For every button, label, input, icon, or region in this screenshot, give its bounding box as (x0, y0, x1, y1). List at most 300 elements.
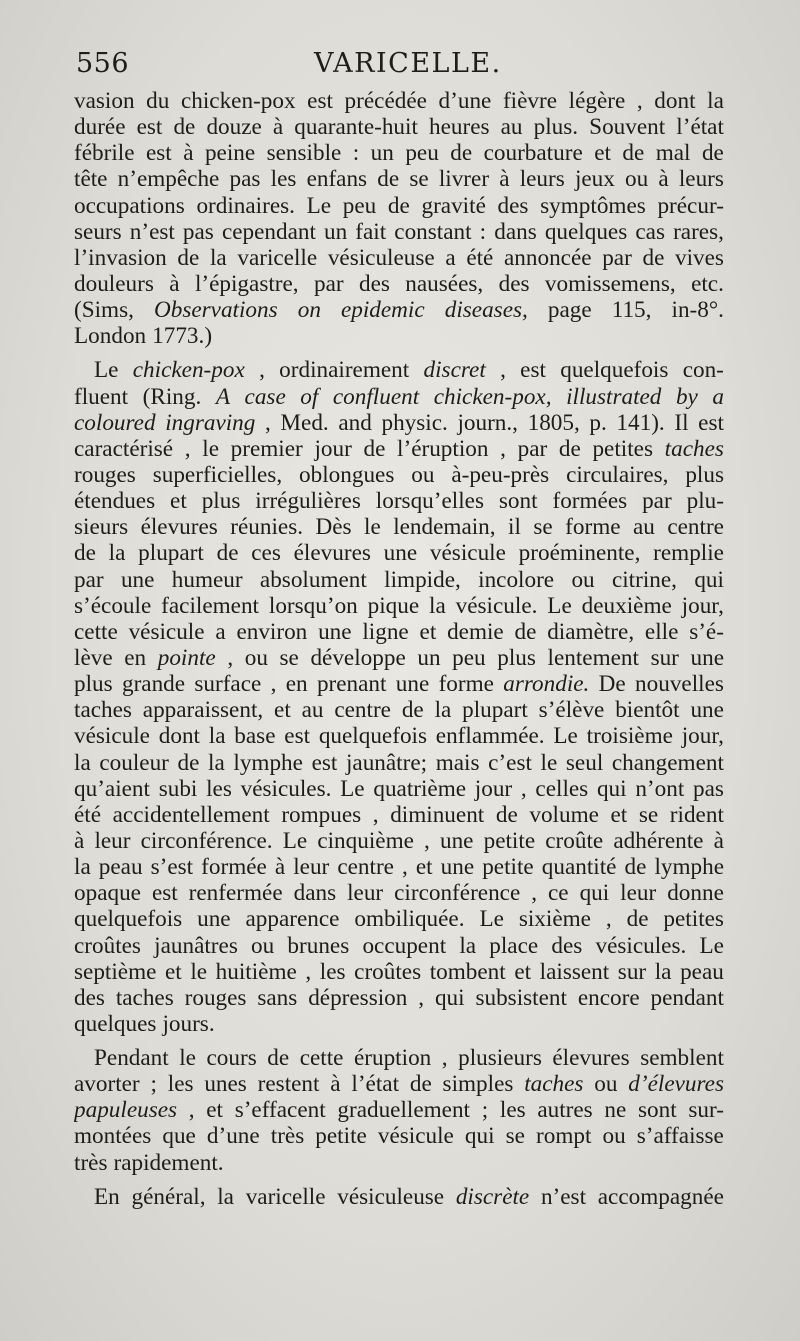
word: petites (592, 435, 653, 462)
word: n’est (129, 218, 175, 245)
word: 1773.) (152, 323, 213, 350)
word: and (338, 409, 372, 436)
word: pointe (157, 644, 216, 671)
word: qui (579, 880, 610, 907)
word: lorsqu’on (268, 592, 358, 619)
word: volume (529, 801, 599, 828)
word: l’état (351, 1071, 400, 1098)
word: ne (604, 1097, 627, 1124)
word: taches (74, 697, 132, 724)
word: une (383, 540, 418, 567)
word: demie (447, 618, 504, 645)
word: quelques (74, 1010, 157, 1037)
word: citrine, (611, 566, 677, 593)
word: ou (602, 1123, 626, 1150)
word: peu (405, 140, 439, 167)
word: petite (482, 854, 534, 881)
word: très (74, 1149, 108, 1176)
word: quelques (544, 218, 628, 245)
word: plusieurs (458, 1045, 542, 1072)
word: De (598, 671, 626, 698)
word: journ., (457, 409, 518, 436)
word: s’effacent (234, 1097, 326, 1124)
word: circonférence (394, 880, 521, 907)
text-line (74, 384, 724, 410)
text-line (74, 1071, 724, 1097)
word: l’invasion (74, 244, 167, 271)
word: , (372, 801, 379, 828)
word: ou (594, 1071, 618, 1098)
word: En (94, 1183, 120, 1210)
word: rompues (281, 801, 362, 828)
word: , (259, 357, 265, 384)
word: confluent (332, 383, 420, 410)
word: les (206, 775, 232, 802)
word: étendues (74, 488, 156, 515)
word: de (173, 114, 196, 141)
word: par (74, 566, 104, 593)
text-line (74, 1045, 724, 1071)
word: se (505, 1123, 525, 1150)
word: leur (347, 880, 384, 907)
text-line (74, 959, 724, 985)
word: cette (74, 618, 118, 645)
word: humeur (171, 566, 243, 593)
word: , (424, 827, 430, 854)
word: Med. (280, 409, 329, 436)
text-line (74, 297, 724, 323)
word: à (658, 166, 669, 193)
text-line (74, 271, 724, 297)
word: chicken-pox (132, 357, 245, 384)
word: accidentellement (112, 801, 270, 828)
word: et (206, 1097, 223, 1124)
text-line (74, 436, 724, 462)
word: ce (548, 880, 569, 907)
text-line (74, 619, 724, 645)
word: s’écoule (74, 592, 152, 619)
word: 1805, (527, 409, 580, 436)
word: les (319, 958, 346, 985)
word: enflammée. (435, 723, 545, 750)
word: général, (131, 1183, 206, 1210)
paragraph-gap (74, 1037, 724, 1045)
word: et (165, 958, 182, 985)
word: Souvent (589, 114, 666, 141)
word: plupart (138, 540, 204, 567)
word: des (498, 270, 530, 297)
word: , (605, 906, 612, 933)
word: physic. (381, 409, 448, 436)
word: Le (479, 906, 504, 933)
word: de (701, 140, 724, 167)
word: Le (282, 827, 308, 854)
word: vésicule (429, 540, 506, 567)
word: en (285, 671, 308, 698)
word: qui (694, 566, 724, 593)
text-line (74, 828, 724, 854)
word: s’est (150, 854, 194, 881)
word: à (183, 140, 194, 167)
word: vasion (74, 88, 135, 114)
word: quantité (541, 854, 617, 881)
word: qui (596, 775, 627, 802)
word: nouvelles (635, 671, 724, 698)
word: vésicule. (455, 592, 538, 619)
word: limpide, (384, 566, 461, 593)
word: croûte (545, 827, 604, 854)
word: celles (535, 775, 589, 802)
word: ou (411, 461, 435, 488)
word: vomissemens, (544, 270, 676, 297)
word: rident (669, 801, 724, 828)
word: deuxième (581, 592, 672, 619)
word: sans (257, 984, 298, 1011)
word: leurs (678, 166, 724, 193)
word: nausées, (405, 270, 484, 297)
word: ordinairement (279, 357, 410, 384)
word: le (540, 749, 558, 776)
text-line (74, 1123, 724, 1149)
word: qu’aient (74, 775, 150, 802)
word: prenant (316, 671, 387, 698)
text-line (74, 645, 724, 671)
text-line (74, 88, 724, 114)
word: s’affaisse (636, 1123, 724, 1150)
word: fluent (74, 383, 129, 410)
word: sieurs (74, 514, 129, 541)
word: d’élevures (628, 1071, 724, 1098)
word: des (358, 270, 390, 297)
word: centre (337, 854, 394, 881)
text-line (74, 245, 724, 271)
word: A (215, 383, 230, 410)
word: lymphe (654, 854, 724, 881)
word: le (179, 1045, 196, 1072)
word: rares, (673, 218, 724, 245)
text-line (74, 140, 724, 166)
word: forme (565, 514, 621, 541)
word: 141). (616, 409, 665, 436)
word: cinquième (317, 827, 414, 854)
page-number: 556 (76, 48, 130, 79)
word: lymphe (233, 749, 303, 776)
word: la (209, 244, 227, 271)
word: précédée (344, 88, 427, 114)
word: autres (537, 1097, 593, 1124)
word: diseases, (444, 297, 528, 324)
word: environ (236, 618, 308, 645)
text-line (74, 750, 724, 776)
word: changement (611, 749, 724, 776)
word: (Ring. (142, 383, 202, 410)
word: se (409, 166, 429, 193)
word: gravité (421, 192, 486, 219)
word: adhérente (613, 827, 704, 854)
word: , (636, 88, 643, 114)
word: ou (244, 644, 268, 671)
word: centre (334, 697, 391, 724)
word: plus (685, 461, 724, 488)
body-text (74, 88, 724, 1210)
word: quelquefois (74, 906, 183, 933)
word: l’épigastre, (194, 270, 299, 297)
word: , (520, 775, 527, 802)
word: taches (664, 435, 724, 462)
text-line (74, 880, 724, 906)
word: cependant (221, 218, 316, 245)
word: Le (306, 192, 332, 219)
word: est (284, 723, 311, 750)
word: la (434, 697, 452, 724)
word: peau (98, 854, 143, 881)
word: septième (74, 958, 157, 985)
word: qui (464, 1123, 495, 1150)
word: du (146, 88, 170, 114)
word: leur (620, 880, 657, 907)
text-line (74, 723, 724, 749)
word: enfans (306, 166, 368, 193)
word: de (377, 166, 400, 193)
word: a (215, 618, 226, 645)
word: de (409, 1071, 432, 1098)
word: remplie (653, 540, 724, 567)
word: de (387, 192, 410, 219)
text-line (74, 193, 724, 219)
word: plus (74, 671, 113, 698)
word: très (270, 1123, 305, 1150)
word: plu- (686, 488, 724, 515)
word: douze (206, 114, 262, 141)
word: la (707, 88, 724, 114)
word: , (531, 880, 538, 907)
word: quatrième (373, 775, 467, 802)
word: con- (682, 357, 724, 384)
word: base (234, 723, 276, 750)
text-line (74, 488, 724, 514)
word: pas (693, 775, 724, 802)
word: seul (565, 749, 604, 776)
word: Le (699, 932, 724, 959)
word: un (417, 644, 441, 671)
text-line (74, 219, 724, 245)
word: développe (310, 644, 406, 671)
word: à (330, 1071, 341, 1098)
word: fait (355, 218, 387, 245)
word: opaque (74, 880, 141, 907)
paragraph-gap (74, 1176, 724, 1184)
word: de (267, 1045, 290, 1072)
word: le (190, 958, 208, 985)
word: à (274, 854, 286, 881)
word: la (459, 932, 477, 959)
word: ; (481, 1097, 489, 1124)
word: peau (680, 958, 724, 985)
word: croûtes (74, 932, 141, 959)
word: s’élève (538, 697, 605, 724)
word: de (624, 854, 647, 881)
word: se (638, 801, 659, 828)
word: été (466, 244, 494, 271)
text-line (74, 114, 724, 140)
word: lève (74, 644, 113, 671)
word: Le (547, 592, 572, 619)
word: jour (314, 435, 352, 462)
word: une (439, 827, 474, 854)
word: plus. (533, 114, 579, 141)
word: quarante-huit (294, 114, 418, 141)
text-line (74, 1184, 724, 1210)
word: à (169, 270, 180, 297)
word: sur (650, 644, 679, 671)
word: discrète (455, 1183, 530, 1210)
word: il (508, 514, 521, 541)
word: jour, (681, 723, 724, 750)
word: restent (257, 1071, 320, 1098)
word: se (279, 644, 299, 671)
word: par (602, 244, 632, 271)
word: seurs (74, 218, 122, 245)
word: surface (194, 671, 262, 698)
word: des (74, 984, 105, 1011)
word: page (547, 297, 592, 324)
word: et (415, 854, 433, 881)
text-line (74, 593, 724, 619)
word: lorsqu’elles (375, 488, 484, 515)
word: of (300, 383, 319, 410)
word: la (429, 592, 446, 619)
word: avorter (74, 1071, 140, 1098)
word: vésicules. (595, 932, 687, 959)
word: la (74, 749, 91, 776)
text-line (74, 854, 724, 880)
word: on (297, 297, 321, 324)
word: etc. (691, 270, 724, 297)
word: mais (435, 749, 480, 776)
word: ou (625, 166, 649, 193)
word: circonférence. (140, 827, 273, 854)
word: et (170, 488, 187, 515)
word: douleurs (74, 270, 154, 297)
word: bientôt (615, 697, 680, 724)
word: à (74, 827, 85, 854)
word: jours. (162, 1010, 215, 1037)
word: est (136, 114, 163, 141)
word: occupent (362, 932, 447, 959)
word: , (500, 435, 506, 462)
word: des (551, 932, 583, 959)
word: une (318, 618, 352, 645)
word: l’état (676, 114, 724, 141)
text-line (74, 776, 724, 802)
word: facilement (161, 592, 259, 619)
text-line (74, 1097, 724, 1123)
word: taches (524, 1071, 584, 1098)
word: la (208, 723, 226, 750)
word: occupations (74, 192, 185, 219)
word: peine (204, 140, 256, 167)
word: pas (229, 166, 261, 193)
word: varicelle (237, 244, 318, 271)
word: réunies. (230, 514, 304, 541)
word: lentement (547, 644, 639, 671)
word: Pendant (94, 1045, 169, 1072)
word: est (520, 357, 546, 384)
word: une (440, 854, 475, 881)
word: courbature (483, 140, 583, 167)
word: en (124, 644, 147, 671)
word: n’empêche (117, 166, 220, 193)
word: p. (589, 409, 607, 436)
word: vésiculeuse (337, 1183, 445, 1210)
word: leur (293, 854, 330, 881)
word: dont (654, 88, 696, 114)
text-line (74, 540, 724, 566)
word: à (272, 114, 284, 141)
word: pique (367, 592, 420, 619)
word: c’est (488, 749, 532, 776)
word: , (270, 671, 277, 698)
text-line (74, 1150, 724, 1176)
word: à (713, 827, 724, 854)
running-title: VARICELLE. (314, 48, 502, 79)
word: varicelle (245, 1183, 326, 1210)
word: diminuent (390, 801, 485, 828)
word: vives (675, 244, 724, 271)
word: Il (674, 409, 689, 436)
word: discret (423, 357, 486, 384)
word: élevures (552, 1045, 630, 1072)
word: de (177, 244, 200, 271)
word: coloured (74, 409, 156, 436)
word: dont (158, 723, 200, 750)
word: huitième (215, 958, 297, 985)
word: formée (201, 854, 267, 881)
word: leur (94, 827, 131, 854)
word: la (654, 958, 672, 985)
word: circulaires, (566, 461, 669, 488)
word: s’é- (689, 618, 724, 645)
word: Observations (153, 297, 278, 324)
word: elle (644, 618, 679, 645)
word: peu (342, 192, 377, 219)
word: heures (429, 114, 490, 141)
word: lendemain, (393, 514, 496, 541)
word: , (184, 435, 191, 462)
word: jour (474, 775, 513, 802)
word: une (120, 566, 155, 593)
word: de (450, 140, 473, 167)
text-line (74, 671, 724, 697)
word: la (74, 854, 91, 881)
word: quelquefois (318, 723, 428, 750)
word: chicken-pox, (433, 383, 552, 410)
word: est (698, 409, 724, 436)
word: subi (158, 775, 198, 802)
word: le (202, 435, 219, 462)
word: précur- (657, 192, 724, 219)
word: de (622, 140, 645, 167)
word: la (208, 749, 225, 776)
word: le (364, 514, 381, 541)
word: Dès (315, 514, 352, 541)
word: jour, (681, 592, 724, 619)
word: et (594, 140, 611, 167)
word: vésicule (74, 723, 150, 750)
word: une (395, 671, 430, 698)
text-line (74, 697, 724, 723)
word: apparaissent, (142, 697, 264, 724)
